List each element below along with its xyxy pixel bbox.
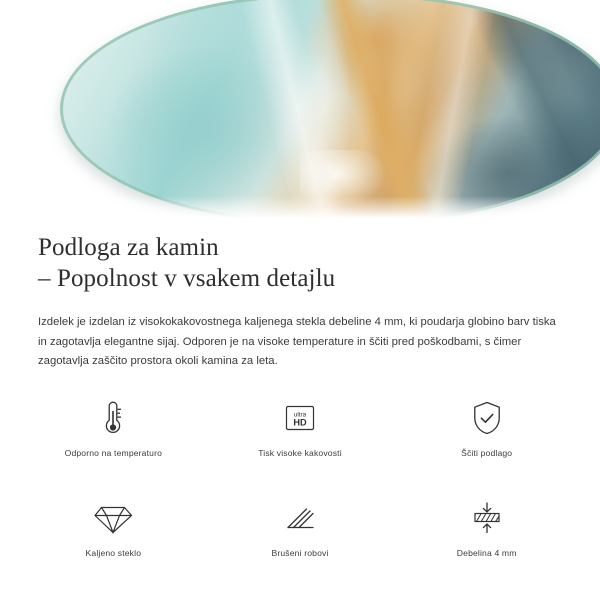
feature-item-thickness <box>393 496 580 558</box>
page-title <box>38 232 566 294</box>
feature-item-protects-surface <box>393 396 580 458</box>
feature-item-tempered-glass <box>20 496 207 558</box>
svg-text:ultra: ultra <box>293 411 307 419</box>
text-content <box>38 232 566 372</box>
feature-label: Brušeni robovi <box>271 548 329 558</box>
ultra-hd-icon <box>280 396 320 440</box>
svg-text:HD: HD <box>293 417 307 428</box>
thermometer-icon <box>100 396 126 440</box>
hero-product-image <box>0 0 600 222</box>
description-paragraph: Izdelek je izdelan iz visokokakovostnega kaljenega stekla debeline 4 mm, ki poudarja globino barv tiska in zagotavlja elegantne sijaj. Odporen je na visoke temperature in ščiti pred poškodbami, s čimer zagotavlja zaščito prostora okoli kamina za leta. <box>38 316 556 367</box>
feature-label: Tisk visoke kakovosti <box>258 448 342 458</box>
feature-grid <box>20 396 580 558</box>
feature-item-polished-edges <box>207 496 394 558</box>
page-title-line-2: – Popolnost v vsakem detajlu <box>38 265 336 292</box>
thickness-arrows-icon <box>468 496 506 540</box>
feature-item-temperature <box>20 396 207 458</box>
diamond-icon <box>92 496 134 540</box>
feature-label: Kaljeno steklo <box>85 548 142 558</box>
shield-check-icon <box>470 396 504 440</box>
glass-mat-artwork <box>60 0 600 222</box>
feature-label: Debelina 4 mm <box>456 548 517 558</box>
feature-label: Odporno na temperaturo <box>64 448 163 458</box>
page-title-line-1: Podloga za kamin <box>38 234 219 261</box>
feature-label: Ščiti podlago <box>461 448 513 458</box>
feature-item-print-quality <box>207 396 394 458</box>
polished-edges-icon <box>280 496 320 540</box>
